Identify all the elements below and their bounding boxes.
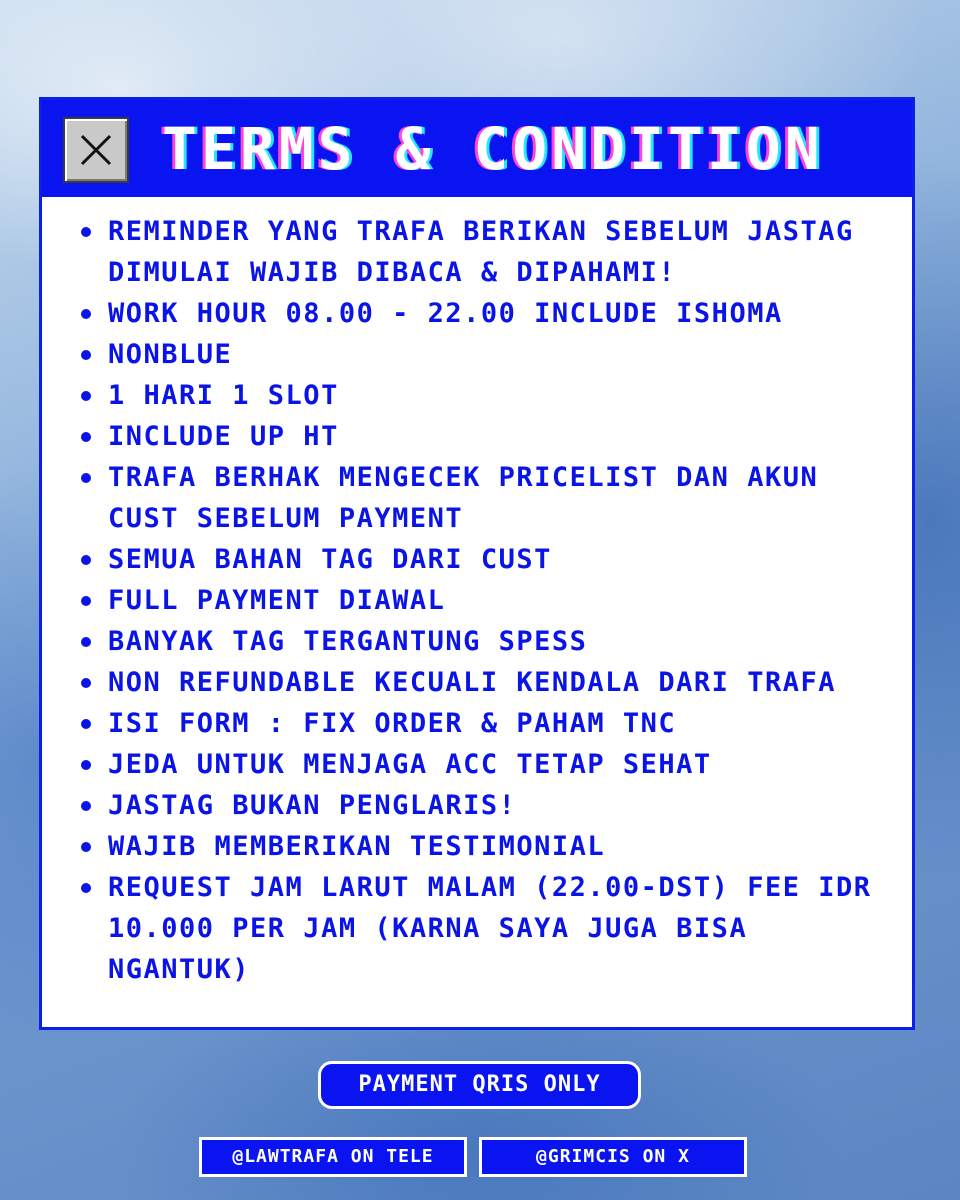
term-text: TRAFA BERHAK MENGECEK PRICELIST DAN AKUN CUST SEBELUM PAYMENT [108,462,819,534]
bullet-icon [81,842,91,852]
bullet-icon [81,227,91,237]
bullet-icon [81,719,91,729]
term-item [78,621,898,662]
window-title: TERMS & CONDITION [162,115,824,183]
term-item [78,293,898,334]
term-item [78,539,898,580]
telegram-handle-link[interactable]: @LAWTRAFA ON TELE [199,1137,467,1177]
term-text: REMINDER YANG TRAFA BERIKAN SEBELUM JASTAG DIMULAI WAJIB DIBACA & DIPAHAMI! [108,216,854,288]
bullet-icon [81,391,91,401]
term-text: WAJIB MEMBERIKAN TESTIMONIAL [108,831,606,862]
term-item [78,703,898,744]
term-item [78,662,898,703]
terms-list [78,211,898,990]
term-text: NON REFUNDABLE KECUALI KENDALA DARI TRAFA [108,667,836,698]
bullet-icon [81,801,91,811]
term-text: JEDA UNTUK MENJAGA ACC TETAP SEHAT [108,749,712,780]
term-text: NONBLUE [108,339,233,370]
term-text: INCLUDE UP HT [108,421,339,452]
bullet-icon [81,350,91,360]
terms-window [39,97,915,1030]
term-item [78,744,898,785]
payment-badge: PAYMENT QRIS ONLY [318,1061,641,1109]
x-handle-link[interactable]: @GRIMCIS ON X [479,1137,747,1177]
term-item [78,416,898,457]
term-text: SEMUA BAHAN TAG DARI CUST [108,544,552,575]
term-item [78,867,898,990]
bullet-icon [81,555,91,565]
term-item [78,785,898,826]
term-item [78,580,898,621]
close-button[interactable] [63,117,129,183]
term-item [78,211,898,293]
bullet-icon [81,760,91,770]
term-item [78,457,898,539]
term-text: FULL PAYMENT DIAWAL [108,585,446,616]
close-x-icon [79,133,113,167]
term-text: ISI FORM : FIX ORDER & PAHAM TNC [108,708,677,739]
bullet-icon [81,473,91,483]
term-text: REQUEST JAM LARUT MALAM (22.00-DST) FEE IDR 10.000 PER JAM (KARNA SAYA JUGA BISA NGANTUK) [108,872,872,985]
bullet-icon [81,596,91,606]
term-item [78,375,898,416]
bullet-icon [81,637,91,647]
bullet-icon [81,309,91,319]
bullet-icon [81,678,91,688]
term-item [78,334,898,375]
term-text: JASTAG BUKAN PENGLARIS! [108,790,517,821]
term-text: WORK HOUR 08.00 - 22.00 INCLUDE ISHOMA [108,298,783,329]
bullet-icon [81,883,91,893]
term-item [78,826,898,867]
term-text: 1 HARI 1 SLOT [108,380,339,411]
title-bar [42,100,912,197]
term-text: BANYAK TAG TERGANTUNG SPESS [108,626,588,657]
bullet-icon [81,432,91,442]
